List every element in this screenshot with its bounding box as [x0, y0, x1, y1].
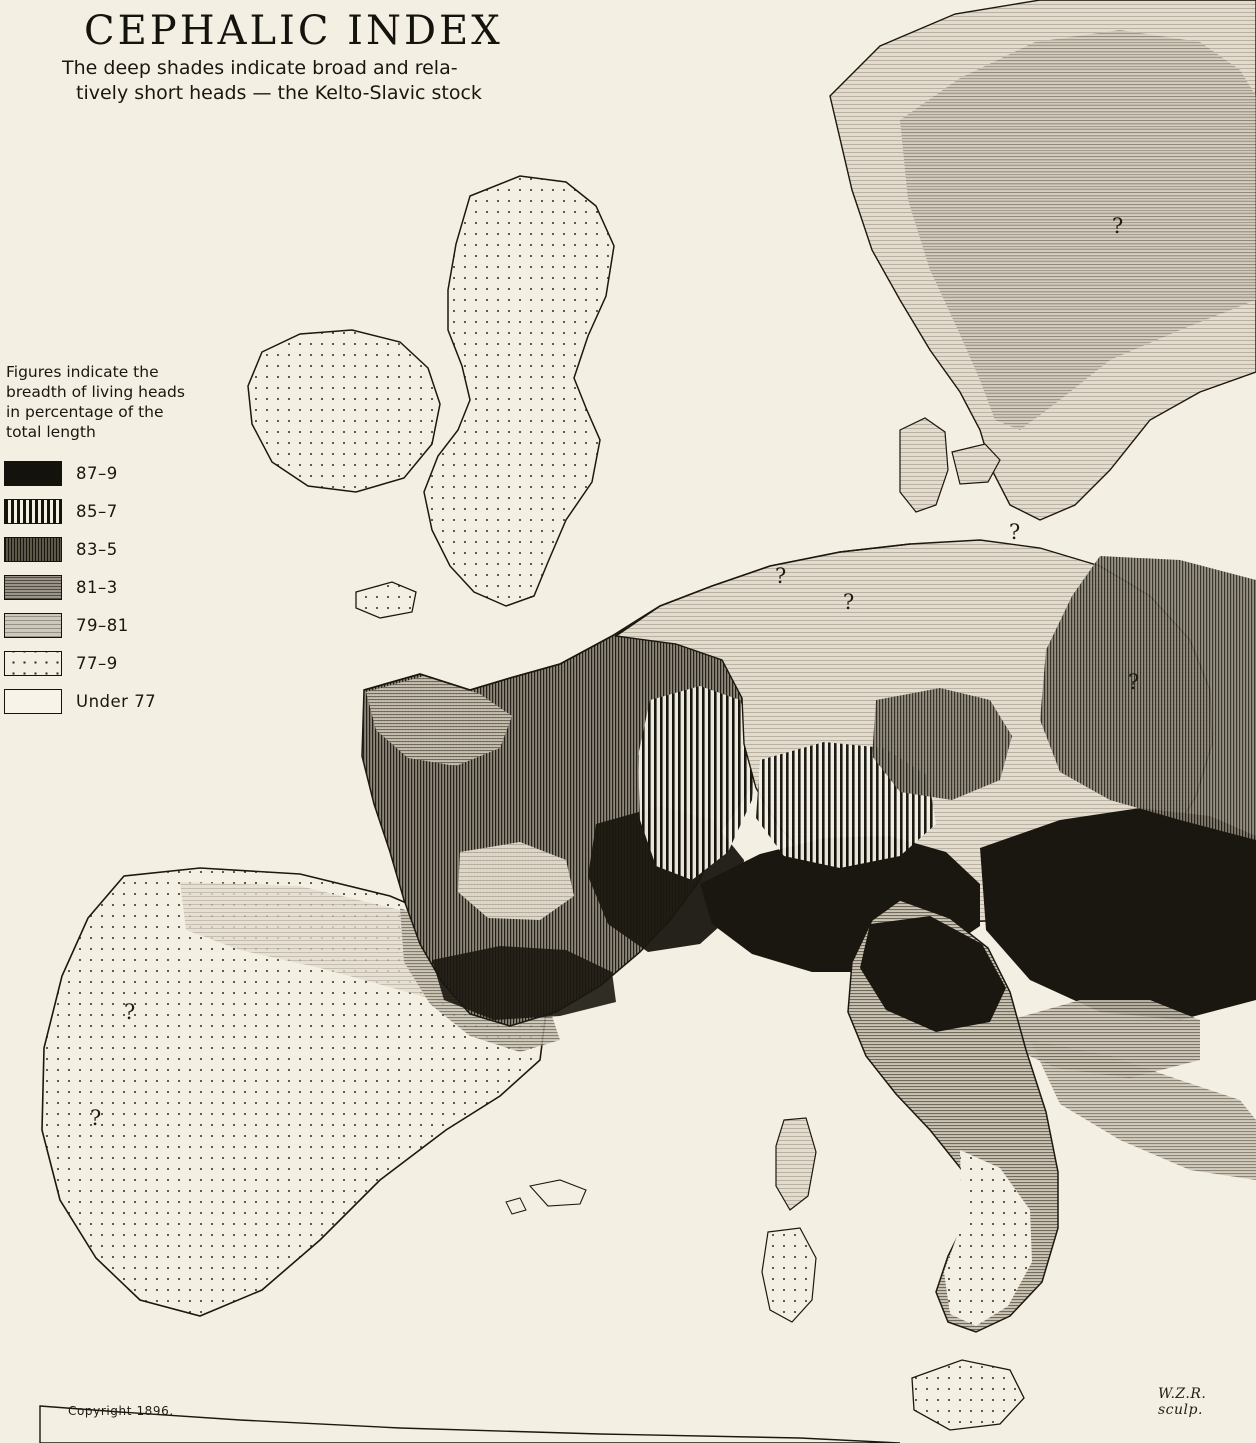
legend-label: 79–81	[76, 615, 129, 635]
legend-swatch-under-77-icon	[4, 689, 62, 714]
subtitle-line-1: The deep shades indicate broad and rela-	[62, 57, 458, 79]
legend-item	[4, 454, 219, 492]
legend-swatch-85-7-icon	[4, 499, 62, 524]
legend-swatch-81-3-icon	[4, 575, 62, 600]
legend-label: 87–9	[76, 463, 118, 483]
copyright-notice: Copyright 1896.	[68, 1404, 174, 1418]
legend-item	[4, 530, 219, 568]
query-poland: ?	[775, 564, 787, 588]
legend-swatch-79-81-icon	[4, 613, 62, 638]
legend-caption-line-2: breadth of living heads	[6, 383, 185, 401]
legend-item	[4, 492, 219, 530]
query-spain-north: ?	[124, 1000, 136, 1024]
legend-label: 81–3	[76, 577, 118, 597]
legend-label: 77–9	[76, 653, 118, 673]
query-hungary: ?	[1128, 670, 1140, 694]
subtitle-line-2: tively short heads — the Kelto-Slavic stock	[76, 82, 482, 104]
legend-item	[4, 682, 219, 720]
legend-item	[4, 606, 219, 644]
legend-swatch-83-5-icon	[4, 537, 62, 562]
legend-item	[4, 568, 219, 606]
engraver-signature: W.Z.R. sculp.	[1158, 1386, 1207, 1418]
legend-caption-line-3: in percentage of the	[6, 403, 164, 421]
legend-label: 83–5	[76, 539, 118, 559]
legend-caption	[6, 362, 219, 442]
legend	[4, 362, 219, 720]
query-baltic: ?	[1009, 520, 1021, 544]
title-block	[62, 8, 682, 106]
query-norway: ?	[1112, 214, 1124, 238]
map-subtitle	[62, 56, 682, 106]
page-title: CEPHALIC INDEX	[84, 8, 503, 54]
legend-item	[4, 644, 219, 682]
legend-caption-line-4: total length	[6, 423, 96, 441]
legend-label: 85–7	[76, 501, 118, 521]
legend-swatch-77-9-icon	[4, 651, 62, 676]
query-germany: ?	[843, 590, 855, 614]
legend-label: Under 77	[76, 691, 157, 711]
legend-caption-line-1: Figures indicate the	[6, 363, 159, 381]
legend-swatch-87-9-icon	[4, 461, 62, 486]
query-spain-central: ?	[90, 1106, 102, 1130]
